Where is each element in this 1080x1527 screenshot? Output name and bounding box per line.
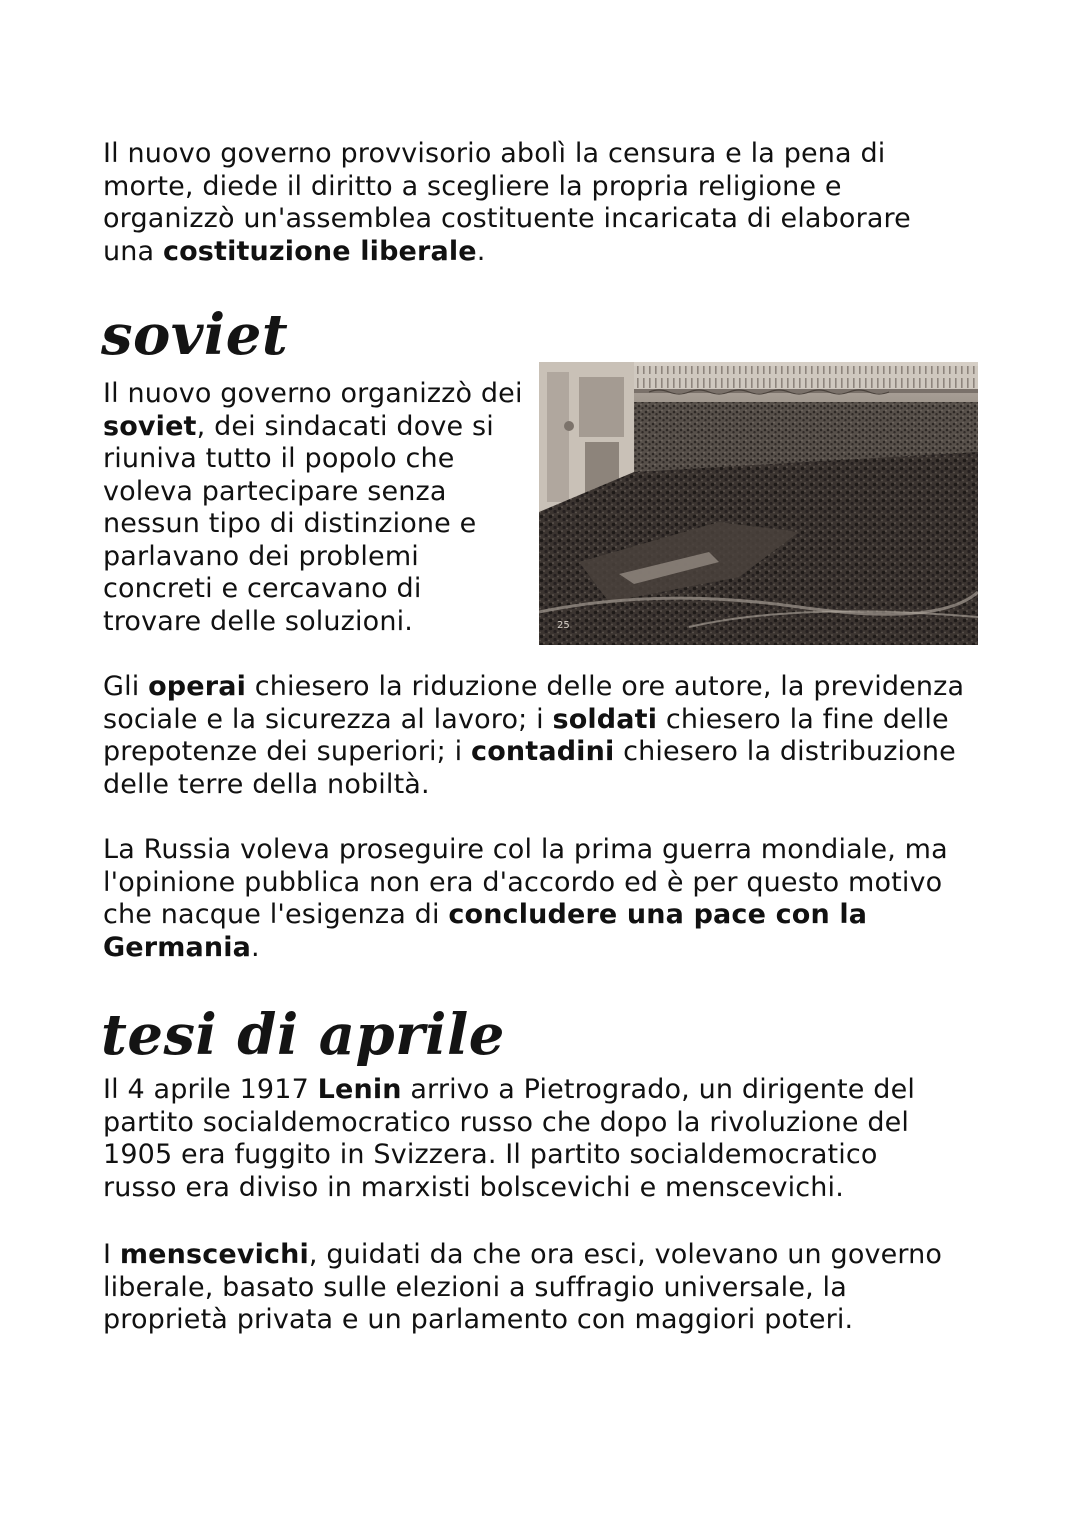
tesi-text-1: Il 4 aprile 1917 bbox=[103, 1074, 318, 1105]
photo-corner-number: 25 bbox=[557, 620, 570, 631]
intro-text: Il nuovo governo provvisorio abolì la censura e la pena di morte, diede il diritto a scegliere la propria religione e organizzò un'assemblea costituente incaricata di elaborare una bbox=[103, 138, 911, 267]
menscevichi-paragraph bbox=[103, 1239, 968, 1337]
tesi-text-2: arrivo a Pietrogrado, un dirigente del partito socialdemocratico russo che dopo la rivoluzione del 1905 era fuggito in Svizzera. Il partito socialdemocratico russo era diviso in marxisti bolscevichi e menscevichi. bbox=[103, 1074, 915, 1203]
demands-text-1: Gli bbox=[103, 671, 149, 702]
soviet-bold-term: soviet bbox=[103, 410, 197, 442]
demands-text-2: chiesero la riduzione delle ore autore, la previdenza sociale e la sicurezza al lavoro; i bbox=[103, 671, 965, 735]
intro-paragraph bbox=[103, 138, 953, 268]
soviet-text-end: , dei sindacati dove si riuniva tutto il popolo che voleva partecipare senza nessun tipo di distinzione e parlavano dei problemi concreti e cercavano di trovare delle soluzioni. bbox=[103, 410, 494, 637]
soviet-text: Il nuovo governo organizzò dei bbox=[103, 378, 523, 409]
demands-paragraph bbox=[103, 671, 973, 801]
menscevichi-text-1: I bbox=[103, 1239, 120, 1270]
demands-text-3: chiesero la fine delle prepotenze dei superiori; i bbox=[103, 703, 949, 767]
heading-soviet: soviet bbox=[101, 302, 289, 368]
bold-peace-germany: concludere una pace con la Germania bbox=[103, 899, 868, 963]
soviet-assembly-photo bbox=[539, 362, 978, 645]
war-paragraph bbox=[103, 834, 978, 964]
tesi-paragraph bbox=[103, 1074, 953, 1204]
demands-text-4: chiesero la distribuzione delle terre della nobiltà. bbox=[103, 736, 956, 800]
bold-lenin: Lenin bbox=[317, 1074, 402, 1105]
bold-contadini: contadini bbox=[471, 736, 615, 767]
intro-bold-term: costituzione liberale bbox=[162, 235, 477, 267]
war-text-end: . bbox=[251, 931, 260, 963]
soviet-paragraph bbox=[103, 378, 523, 638]
heading-tesi-di-aprile: tesi di aprile bbox=[101, 1002, 505, 1068]
intro-text-end: . bbox=[476, 235, 486, 267]
bold-soldati: soldati bbox=[552, 703, 658, 735]
menscevichi-text-2: , guidati da che ora esci, volevano un governo liberale, basato sulle elezioni a suffragio universale, la proprietà privata e un parlamento con maggiori poteri. bbox=[103, 1239, 943, 1335]
bold-menscevichi: menscevichi bbox=[119, 1239, 309, 1270]
war-text: La Russia voleva proseguire col la prima guerra mondiale, ma l'opinione pubblica non era d'accordo ed è per questo motivo che nacque l'esigenza di bbox=[103, 834, 948, 930]
bold-operai: operai bbox=[148, 671, 246, 702]
